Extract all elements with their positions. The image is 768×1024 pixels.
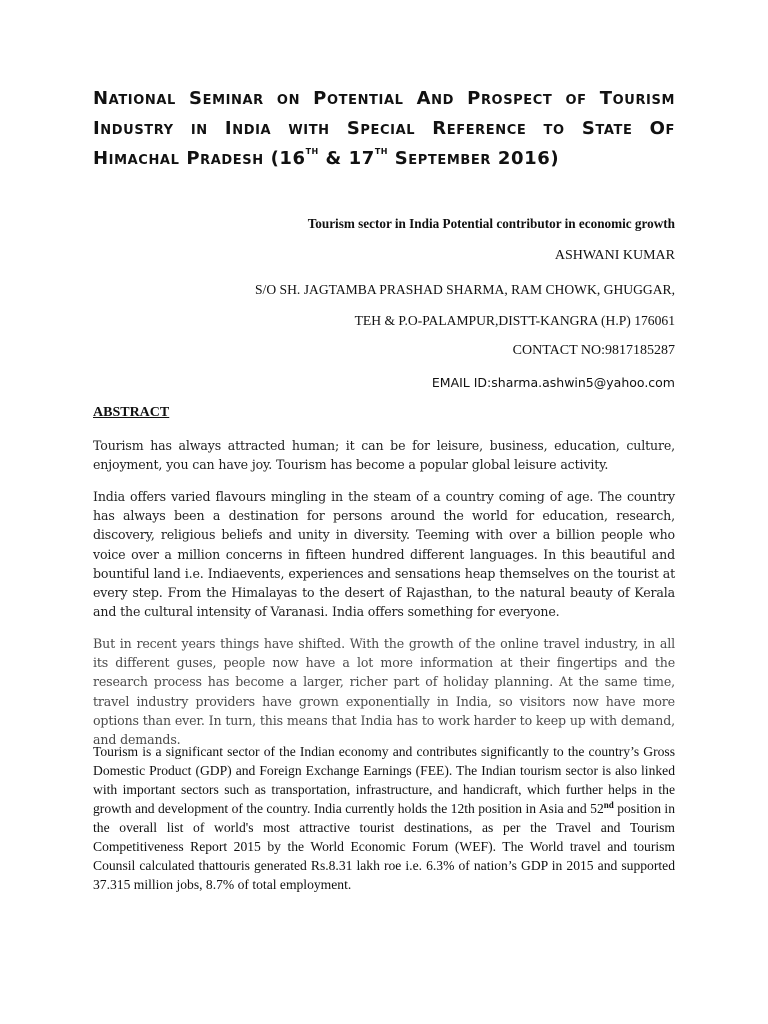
title-sup-1: th [305,144,319,157]
abstract-paragraph-4 [93,742,675,894]
abstract-paragraph-3: But in recent years things have shifted. With the growth of the online travel industry, in all its different guses, people now have a lot more information at their fingertips and the research process has become a larger, richer part of holiday planning. At the same time, travel industry providers have grown exponentially in India, so visitors now have more options than ever. In turn, this means that India has to work harder to keep up with demand, and demands. [93,636,675,748]
abstract-paragraph-1: Tourism has always attracted human; it can be for leisure, business, education, culture, enjoyment, you can have joy. Tourism has become a popular global leisure activity. [93,438,675,473]
author-email: EMAIL ID:sharma.ashwin5@yahoo.com [431,375,675,390]
author-name: ASHWANI KUMAR [554,248,675,263]
title-part-2: & 17 [318,148,375,169]
paragraph-4-sup: nd [603,800,614,810]
author-contact: CONTACT NO:9817185287 [512,343,675,358]
title-sup-2: th [374,144,388,157]
abstract-heading: ABSTRACT [93,405,170,420]
title-part-3: September 2016) [387,148,560,169]
paragraph-4-part-2: position in the overall list of world's most attractive tourist destinations, as per the Travel and Tourism Competitiveness Report 2015 by the World Economic Forum (WEF). The World travel and tourism Counsil calculated thattouris generated Rs.8.31 lakh roe i.e. 6.3% of nation’s GDP in 2015 and supported 37.315 million jobs, 8.7% of total employment. [93,801,676,892]
paper-title [93,84,675,174]
author-relation: S/O SH. JAGTAMBA PRASHAD SHARMA, RAM CHOWK, GHUGGAR, [255,282,675,297]
paper-subtitle: Tourism sector in India Potential contributor in economic growth [307,216,675,231]
title-part-1: National Seminar on Potential And Prospect of Tourism Industry in India with Special Reference to State Of Himachal Pradesh (16 [93,88,675,169]
author-address: TEH & P.O-PALAMPUR,DISTT-KANGRA (H.P) 176061 [354,313,675,328]
abstract-paragraph-2: India offers varied flavours mingling in the steam of a country coming of age. The country has always been a destination for persons around the world for education, research, discovery, religious beliefs and unity in diversity. Teeming with over a billion people who voice over a million concerns in fifteen hundred different languages. In this beautiful and bountiful land i.e. Indiaevents, experiences and sensations heap themselves on the tourist at every step. From the Himalayas to the desert of Rajasthan, to the natural beauty of Kerala and the cultural intensity of Varanasi. India offers something for everyone. [93,489,675,620]
paragraph-4-part-1: Tourism is a significant sector of the Indian economy and contributes significantly to the country’s Gross Domestic Product (GDP) and Foreign Exchange Earnings (FEE). The Indian tourism sector is also linked with important sectors such as transportation, infrastructure, and handicraft, which further helps in the growth and development of the country. India currently holds the 12th position in Asia and 52 [93,744,675,816]
